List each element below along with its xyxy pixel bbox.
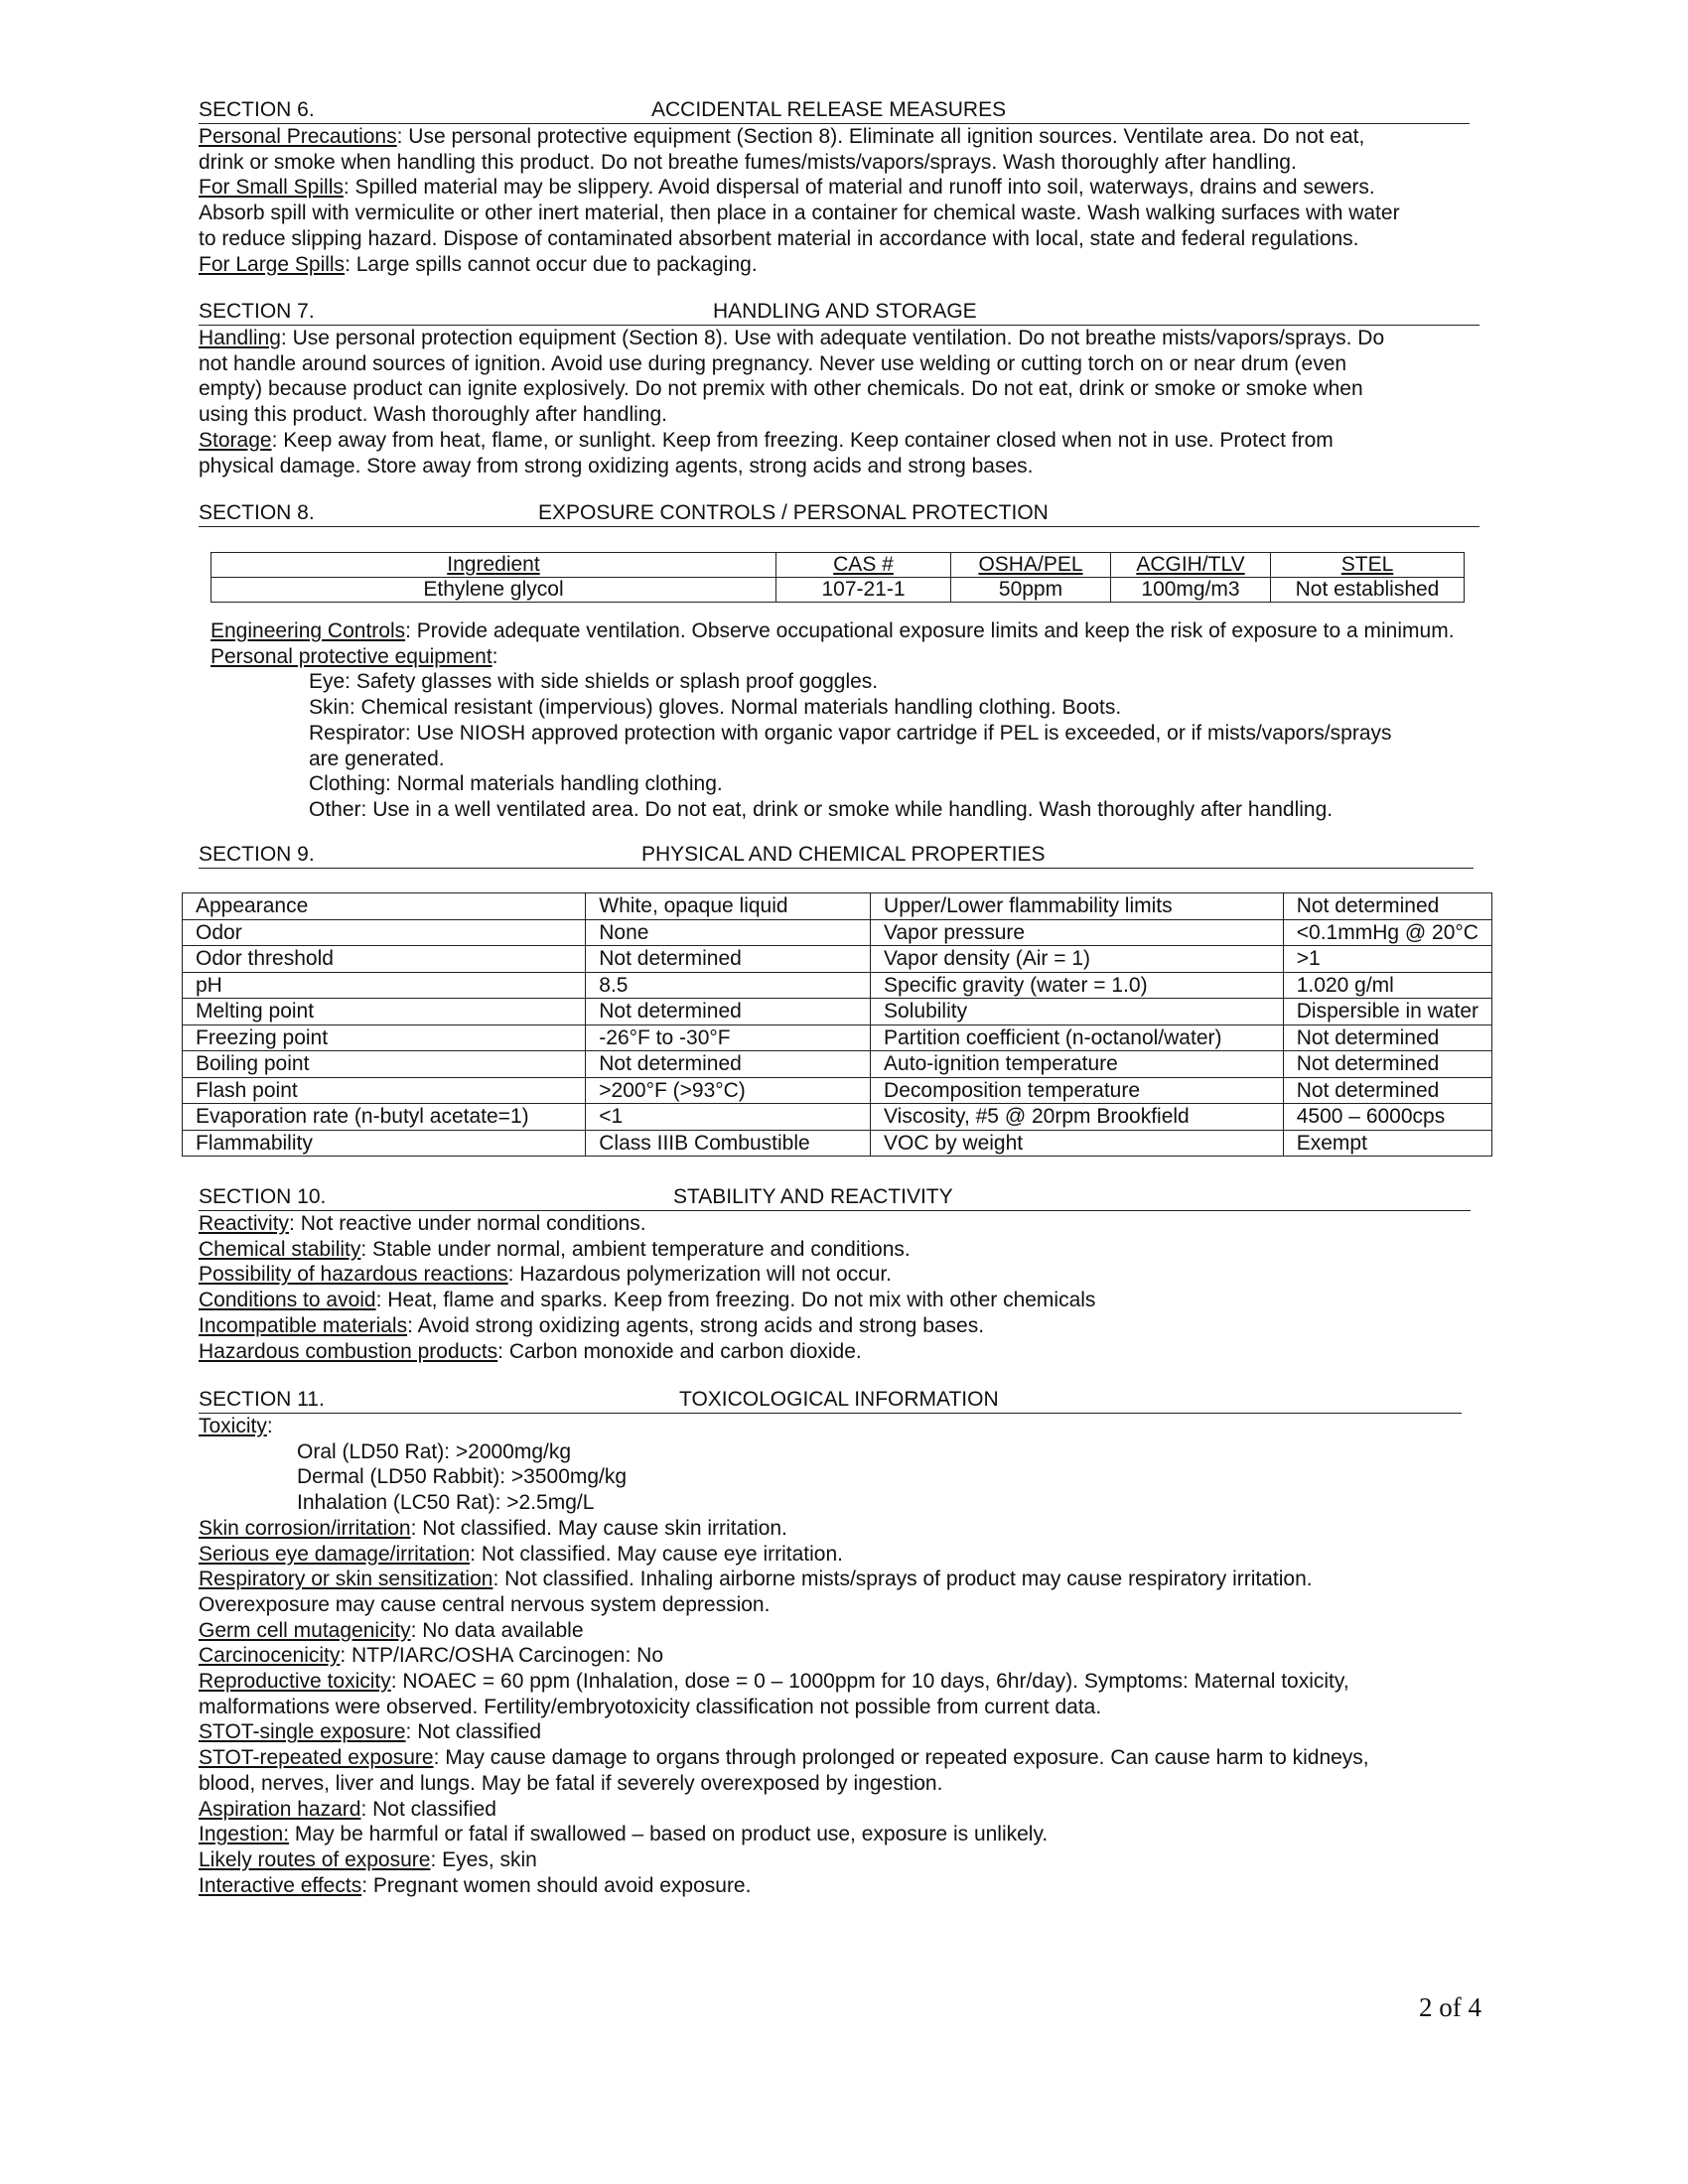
property-name-2: Partition coefficient (n-octanol/water) (871, 1024, 1284, 1051)
handling-label: Handling (199, 327, 281, 349)
section-10 (199, 1184, 1471, 1364)
property-name: Odor threshold (183, 946, 586, 973)
cell-osha-pel: 50ppm (951, 578, 1111, 603)
stability-item (199, 1313, 1471, 1339)
section-7 (199, 299, 1479, 478)
section-11-number: SECTION 11. (199, 1388, 325, 1411)
header-stel: STEL (1271, 553, 1465, 578)
property-row (183, 1077, 1492, 1104)
storage-text: : Keep away from heat, flame, or sunlight. Keep from freezing. Keep container closed when not in use. Protect from (271, 428, 1334, 452)
reproductive-text: : NOAEC = 60 ppm (Inhalation, dose = 0 – 1000ppm for 10 days, 6hr/day). Symptoms: Maternal toxicity, (390, 1670, 1349, 1694)
property-value-2: <0.1mmHg @ 20°C (1283, 919, 1491, 946)
physical-properties-table (182, 892, 1492, 1157)
engineering-controls-text: : Provide adequate ventilation. Observe occupational exposure limits and keep the risk of exposure to a minimum. (405, 619, 1455, 642)
section-6-body (199, 124, 1470, 277)
header-ingredient: Ingredient (211, 553, 776, 578)
tox-inhalation: Inhalation (LC50 Rat): >2.5mg/L (297, 1491, 595, 1515)
handling-text-4: using this product. Wash thoroughly after handling. (199, 403, 667, 427)
property-name-2: Auto-ignition temperature (871, 1051, 1284, 1078)
stot-single-label: STOT-single exposure (199, 1720, 406, 1744)
property-name: Evaporation rate (n-butyl acetate=1) (183, 1104, 586, 1131)
section-11-body (199, 1414, 1462, 1898)
carcinogenicity-text: : NTP/IARC/OSHA Carcinogen: No (340, 1644, 664, 1668)
property-name: Appearance (183, 893, 586, 920)
stot-repeated-text: : May cause damage to organs through prolonged or repeated exposure. Can cause harm to kidneys, (433, 1746, 1369, 1770)
section-10-body (199, 1211, 1471, 1364)
property-row (183, 919, 1492, 946)
ppe-label: Personal protective equipment (211, 644, 492, 668)
section-7-header (199, 299, 1479, 326)
header-acgih-tlv: ACGIH/TLV (1111, 553, 1271, 578)
property-row (183, 1024, 1492, 1051)
property-row (183, 946, 1492, 973)
aspiration-text: : Not classified (360, 1797, 496, 1821)
property-name: Odor (183, 919, 586, 946)
stability-item-text: : Not reactive under normal conditions. (289, 1212, 646, 1235)
property-name: Boiling point (183, 1051, 586, 1078)
property-name-2: Vapor pressure (871, 919, 1284, 946)
carcinogenicity-label: Carcinocenicity (199, 1644, 341, 1668)
section-8-title: EXPOSURE CONTROLS / PERSONAL PROTECTION (538, 501, 1049, 524)
interactive-effects-text: : Pregnant women should avoid exposure. (361, 1873, 752, 1897)
property-value: <1 (586, 1104, 871, 1131)
ppe-respirator: Respirator: Use NIOSH approved protection with organic vapor cartridge if PEL is exceeded, or if mists/vapors/sprays (309, 721, 1392, 745)
property-name-2: Specific gravity (water = 1.0) (871, 972, 1284, 999)
eye-damage-text: : Not classified. May cause eye irritation. (470, 1542, 843, 1566)
property-name: pH (183, 972, 586, 999)
section-8-number: SECTION 8. (199, 501, 315, 524)
page-number: 2 of 4 (1419, 1992, 1481, 2022)
property-value: -26°F to -30°F (586, 1024, 871, 1051)
skin-corrosion-text: : Not classified. May cause skin irritation. (410, 1516, 787, 1540)
stot-single-text: : Not classified (405, 1720, 542, 1744)
section-11-header (199, 1387, 1462, 1414)
section-9-number: SECTION 9. (199, 843, 315, 866)
personal-precautions-label: Personal Precautions (199, 125, 397, 148)
cell-stel: Not established (1271, 578, 1465, 603)
section-9-header (199, 842, 1474, 869)
property-row (183, 1104, 1492, 1131)
property-value: Not determined (586, 946, 871, 973)
property-row (183, 1051, 1492, 1078)
property-value-2: 4500 – 6000cps (1283, 1104, 1491, 1131)
personal-precautions-text: : Use personal protective equipment (Section 8). Eliminate all ignition sources. Ventilate area. Do not eat, (396, 125, 1365, 148)
section-10-number: SECTION 10. (199, 1185, 327, 1208)
property-name-2: Solubility (871, 999, 1284, 1025)
ppe-colon: : (492, 644, 498, 668)
reproductive-label: Reproductive toxicity (199, 1670, 391, 1694)
section-8-header (199, 500, 1479, 527)
germ-cell-text: : No data available (410, 1618, 584, 1642)
ingestion-text: May be harmful or fatal if swallowed – based on product use, exposure is unlikely. (289, 1823, 1049, 1846)
section-11-title: TOXICOLOGICAL INFORMATION (679, 1388, 999, 1411)
section-9 (199, 842, 1474, 869)
handling-text: : Use personal protection equipment (Section 8). Use with adequate ventilation. Do not breathe mists/vapors/sprays. Do (280, 327, 1385, 349)
property-row (183, 972, 1492, 999)
section-10-title: STABILITY AND REACTIVITY (673, 1185, 953, 1208)
sensitization-text: : Not classified. Inhaling airborne mists/sprays of product may cause respiratory irritation. (492, 1568, 1313, 1591)
property-name-2: VOC by weight (871, 1130, 1284, 1157)
section-10-header (199, 1184, 1471, 1211)
tox-dermal: Dermal (LD50 Rabbit): >3500mg/kg (297, 1465, 628, 1489)
cell-acgih-tlv: 100mg/m3 (1111, 578, 1271, 603)
property-name-2: Viscosity, #5 @ 20rpm Brookfield (871, 1104, 1284, 1131)
property-value: >200°F (>93°C) (586, 1077, 871, 1104)
property-value-2: Not determined (1283, 1024, 1491, 1051)
storage-label: Storage (199, 428, 272, 452)
stability-item-label: Conditions to avoid (199, 1289, 376, 1312)
sensitization-label: Respiratory or skin sensitization (199, 1568, 493, 1591)
stability-item-label: Incompatible materials (199, 1313, 408, 1337)
property-name: Flammability (183, 1130, 586, 1157)
property-value: White, opaque liquid (586, 893, 871, 920)
property-name: Flash point (183, 1077, 586, 1104)
ppe-clothing: Clothing: Normal materials handling clothing. (309, 772, 723, 796)
property-name: Freezing point (183, 1024, 586, 1051)
personal-precautions-text-2: drink or smoke when handling this product. Do not breathe fumes/mists/vapors/sprays. Wash thoroughly after handling. (199, 150, 1297, 174)
property-name-2: Vapor density (Air = 1) (871, 946, 1284, 973)
section-8-body (211, 618, 1455, 823)
reproductive-text-2: malformations were observed. Fertility/embryotoxicity classification not possible from current data. (199, 1695, 1102, 1718)
stability-item-label: Reactivity (199, 1212, 290, 1235)
large-spills-label: For Large Spills (199, 252, 346, 276)
sensitization-text-2: Overexposure may cause central nervous system depression. (199, 1592, 771, 1616)
stability-item-text: : Carbon monoxide and carbon dioxide. (497, 1339, 862, 1363)
stability-item (199, 1262, 1471, 1288)
ppe-skin: Skin: Chemical resistant (impervious) gloves. Normal materials handling clothing. Boots. (309, 696, 1122, 720)
exposure-limits-table (211, 552, 1465, 603)
property-value-2: Not determined (1283, 893, 1491, 920)
property-name: Melting point (183, 999, 586, 1025)
section-6-number: SECTION 6. (199, 98, 315, 121)
toxicity-colon: : (266, 1415, 273, 1437)
stability-item-text: : Avoid strong oxidizing agents, strong acids and strong bases. (407, 1313, 985, 1337)
property-row (183, 999, 1492, 1025)
ppe-respirator-2: are generated. (309, 747, 445, 770)
property-value: Class IIIB Combustible (586, 1130, 871, 1157)
property-value: Not determined (586, 999, 871, 1025)
ppe-eye: Eye: Safety glasses with side shields or splash proof goggles. (309, 670, 879, 694)
cell-cas: 107-21-1 (776, 578, 951, 603)
header-cas: CAS # (776, 553, 951, 578)
stability-item (199, 1237, 1471, 1263)
ingestion-label: Ingestion: (199, 1823, 290, 1846)
property-value-2: Not determined (1283, 1077, 1491, 1104)
property-value-2: >1 (1283, 946, 1491, 973)
stability-item-label: Hazardous combustion products (199, 1339, 498, 1363)
section-7-number: SECTION 7. (199, 300, 315, 323)
stability-item-text: : Stable under normal, ambient temperature and conditions. (360, 1237, 911, 1261)
property-value-2: 1.020 g/ml (1283, 972, 1491, 999)
small-spills-label: For Small Spills (199, 176, 344, 200)
section-9-title: PHYSICAL AND CHEMICAL PROPERTIES (641, 843, 1046, 866)
skin-corrosion-label: Skin corrosion/irritation (199, 1516, 411, 1540)
cell-ingredient: Ethylene glycol (211, 578, 776, 603)
stability-item (199, 1339, 1471, 1365)
engineering-controls-label: Engineering Controls (211, 619, 406, 642)
eye-damage-label: Serious eye damage/irritation (199, 1542, 471, 1566)
header-osha-pel: OSHA/PEL (951, 553, 1111, 578)
small-spills-text-2: Absorb spill with vermiculite or other inert material, then place in a container for chemical waste. Wash walking surfaces with water (199, 202, 1400, 225)
stability-item-label: Chemical stability (199, 1237, 361, 1261)
section-6-title: ACCIDENTAL RELEASE MEASURES (651, 98, 1007, 121)
exposure-table-header-row (211, 553, 1465, 578)
aspiration-label: Aspiration hazard (199, 1797, 361, 1821)
small-spills-text: : Spilled material may be slippery. Avoid dispersal of material and runoff into soil, waterways, drains and sewers. (343, 176, 1375, 200)
section-6 (199, 97, 1470, 277)
ppe-other: Other: Use in a well ventilated area. Do not eat, drink or smoke while handling. Wash thoroughly after handling. (309, 797, 1334, 821)
property-value: Not determined (586, 1051, 871, 1078)
stot-repeated-text-2: blood, nerves, liver and lungs. May be fatal if severely overexposed by ingestion. (199, 1771, 943, 1795)
section-6-header (199, 97, 1470, 124)
stability-item-text: : Heat, flame and sparks. Keep from freezing. Do not mix with other chemicals (375, 1289, 1096, 1312)
section-8 (199, 500, 1479, 527)
small-spills-text-3: to reduce slipping hazard. Dispose of contaminated absorbent material in accordance with local, state and federal regulations. (199, 226, 1359, 250)
property-value-2: Exempt (1283, 1130, 1491, 1157)
stability-item-label: Possibility of hazardous reactions (199, 1263, 508, 1287)
stot-repeated-label: STOT-repeated exposure (199, 1746, 434, 1770)
routes-label: Likely routes of exposure (199, 1847, 431, 1871)
property-value-2: Not determined (1283, 1051, 1491, 1078)
germ-cell-label: Germ cell mutagenicity (199, 1618, 411, 1642)
property-name-2: Decomposition temperature (871, 1077, 1284, 1104)
section-7-title: HANDLING AND STORAGE (713, 300, 977, 323)
exposure-table-row (211, 578, 1465, 603)
handling-text-3: empty) because product can ignite explosively. Do not premix with other chemicals. Do not eat, drink or smoke or smoke when (199, 377, 1363, 401)
tox-oral: Oral (LD50 Rat): >2000mg/kg (297, 1439, 572, 1463)
property-row (183, 1130, 1492, 1157)
stability-item (199, 1211, 1471, 1237)
interactive-effects-label: Interactive effects (199, 1873, 362, 1897)
property-name-2: Upper/Lower flammability limits (871, 893, 1284, 920)
routes-text: : Eyes, skin (430, 1847, 537, 1871)
property-value-2: Dispersible in water (1283, 999, 1491, 1025)
toxicity-label: Toxicity (199, 1415, 267, 1437)
stability-item-text: : Hazardous polymerization will not occur. (507, 1263, 893, 1287)
handling-text-2: not handle around sources of ignition. Avoid use during pregnancy. Never use welding or cutting torch on or near drum (even (199, 351, 1347, 375)
section-11 (199, 1387, 1462, 1898)
large-spills-text: : Large spills cannot occur due to packaging. (345, 252, 758, 276)
property-value: None (586, 919, 871, 946)
property-row (183, 893, 1492, 920)
section-7-body (199, 326, 1479, 478)
property-value: 8.5 (586, 972, 871, 999)
stability-item (199, 1288, 1471, 1313)
storage-text-2: physical damage. Store away from strong oxidizing agents, strong acids and strong bases. (199, 454, 1034, 478)
